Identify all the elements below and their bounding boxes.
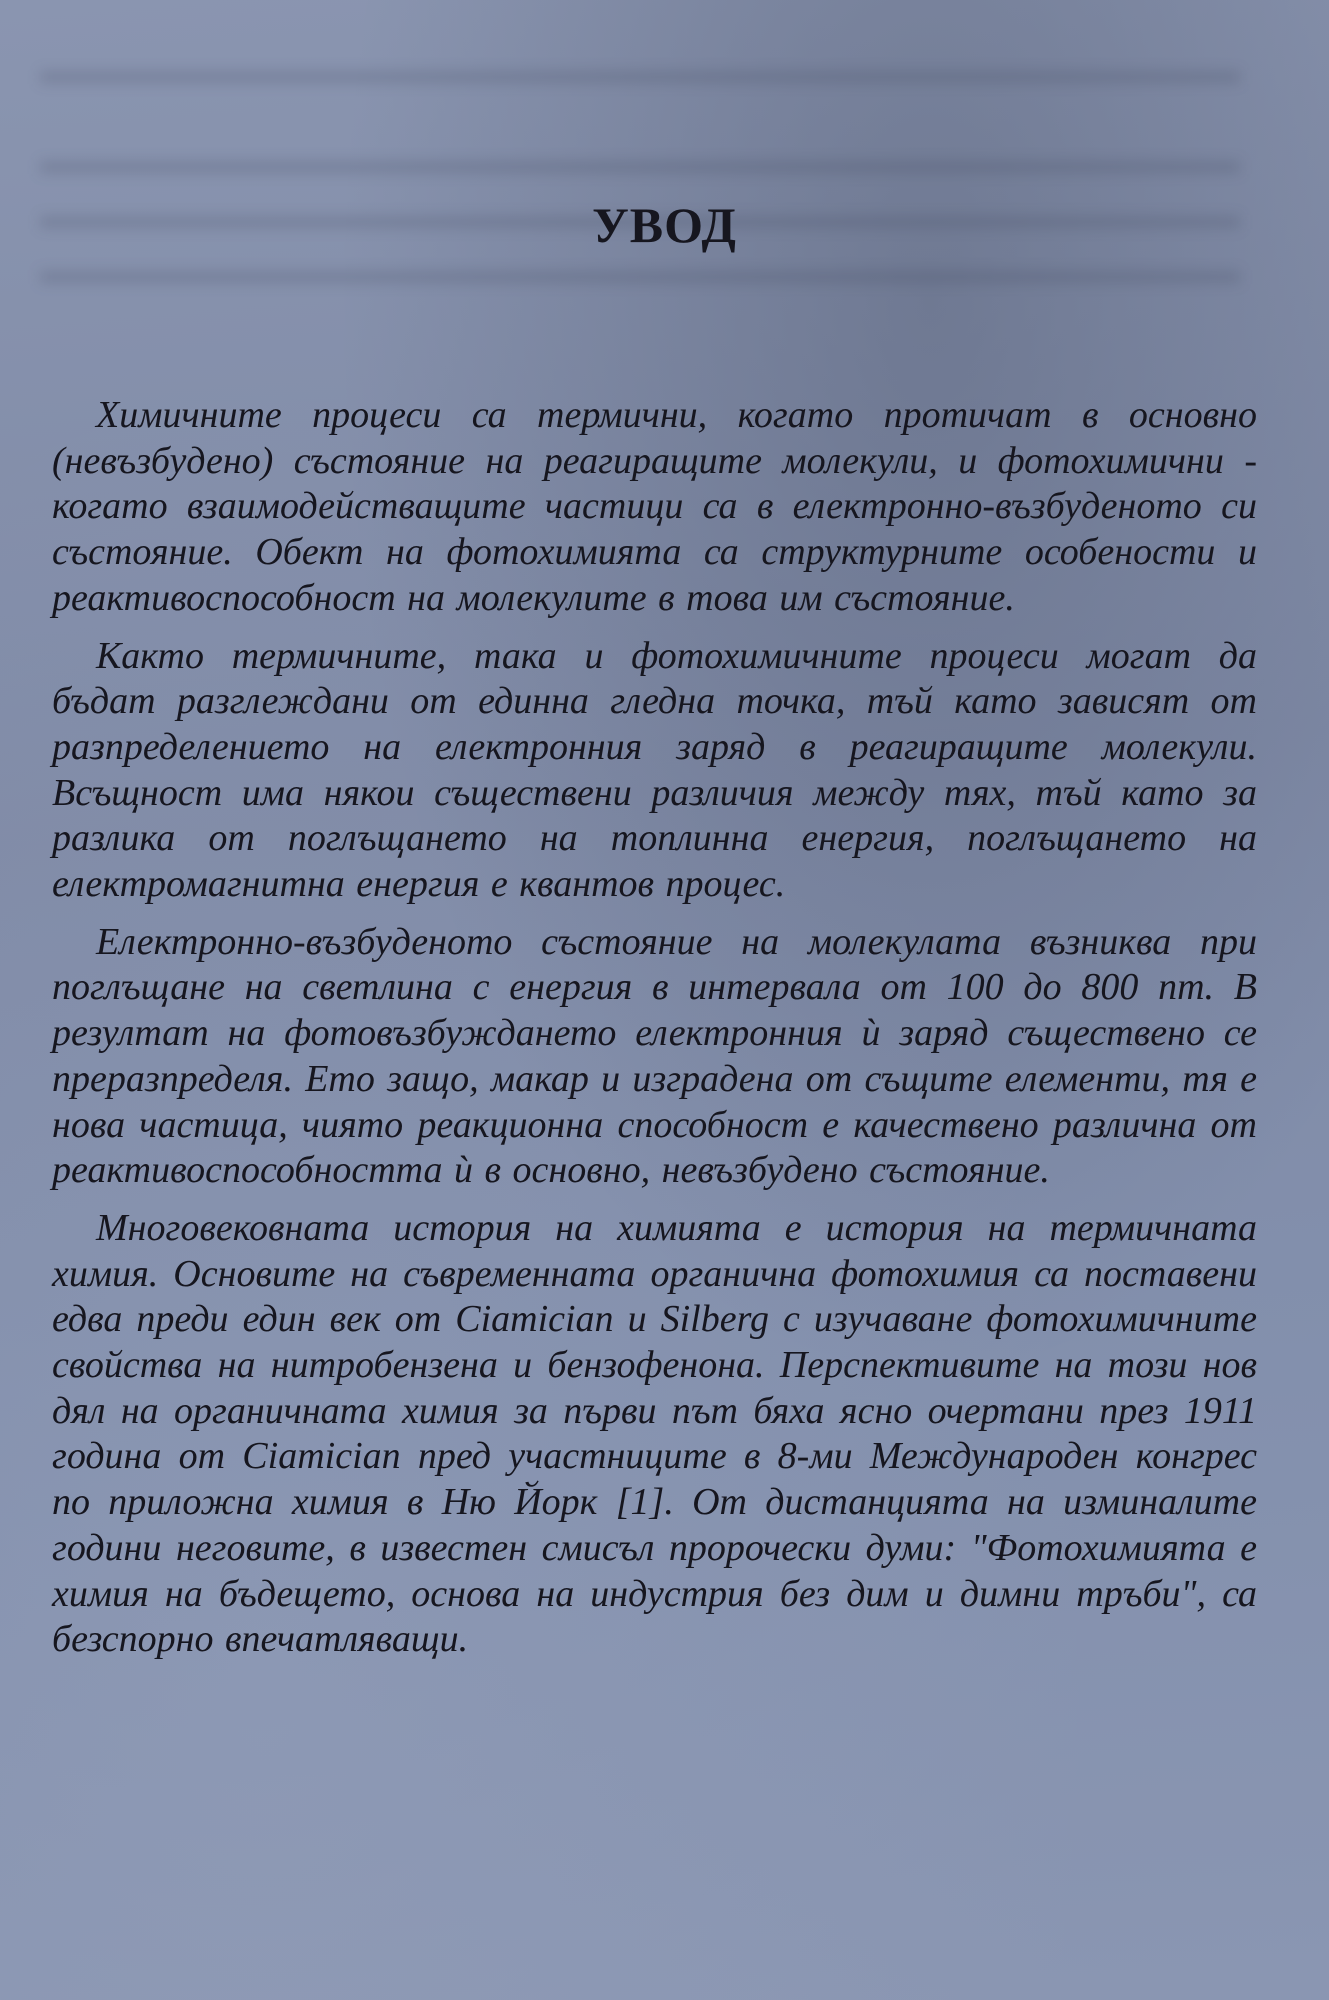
bleed-through-line xyxy=(40,70,1240,84)
bleed-through-line xyxy=(40,270,1240,284)
paragraph: Електронно-възбуденото състояние на молекулата възниква при поглъщане на светлина с енергия в интервала от 100 до 800 nm. В резултат на фотовъзбуждането електронния ѝ заряд съществено се преразпределя. Ето защо, макар и изградена от същите елементи, тя е нова частица, чиято реакционна способност е качествено различна от реактивоспособността ѝ в основно, невъзбудено състояние. xyxy=(52,920,1257,1192)
paragraph: Химичните процеси са термични, когато протичат в основно (невъзбудено) състояние на реагиращите молекули, и фотохимични - когато взаимодействащите частици са в електронно-възбуденото си състояние. Обект на фотохимията са структурните особености и реактивоспособност на молекулите в това им състояние. xyxy=(52,394,1257,619)
chapter-title: УВОД xyxy=(592,197,737,253)
body-text xyxy=(52,393,1257,1675)
paragraph: Многовековната история на химията е история на термичната химия. Основите на съвременната органична фотохимия са поставени едва преди един век от Ciamician и Silberg с изучаване фотохимичните свойства на нитробензена и бензофенона. Перспективите на този нов дял на органичната химия за първи път бяха ясно очертани през 1911 година от Ciamician пред участниците в 8-ми Международен конгрес по приложна химия в Ню Йорк [1]. От дистанцията на изминалите години неговите, в известен смисъл пророчески думи: "Фотохимията е химия на бъдещето, основа на индустрия без дим и димни тръби", са безспорно впечатляващи. xyxy=(52,1206,1257,1661)
bleed-through-line xyxy=(40,160,1240,174)
paragraph: Както термичните, така и фотохимичните процеси могат да бъдат разглеждани от единна гледна точка, тъй като зависят от разпределението на електронния заряд в реагиращите молекули. Всъщност има някои съществени различия между тях, тъй като за разлика от поглъщането на топлинна енергия, поглъщането на електромагнитна енергия е квантов процес. xyxy=(52,634,1257,906)
